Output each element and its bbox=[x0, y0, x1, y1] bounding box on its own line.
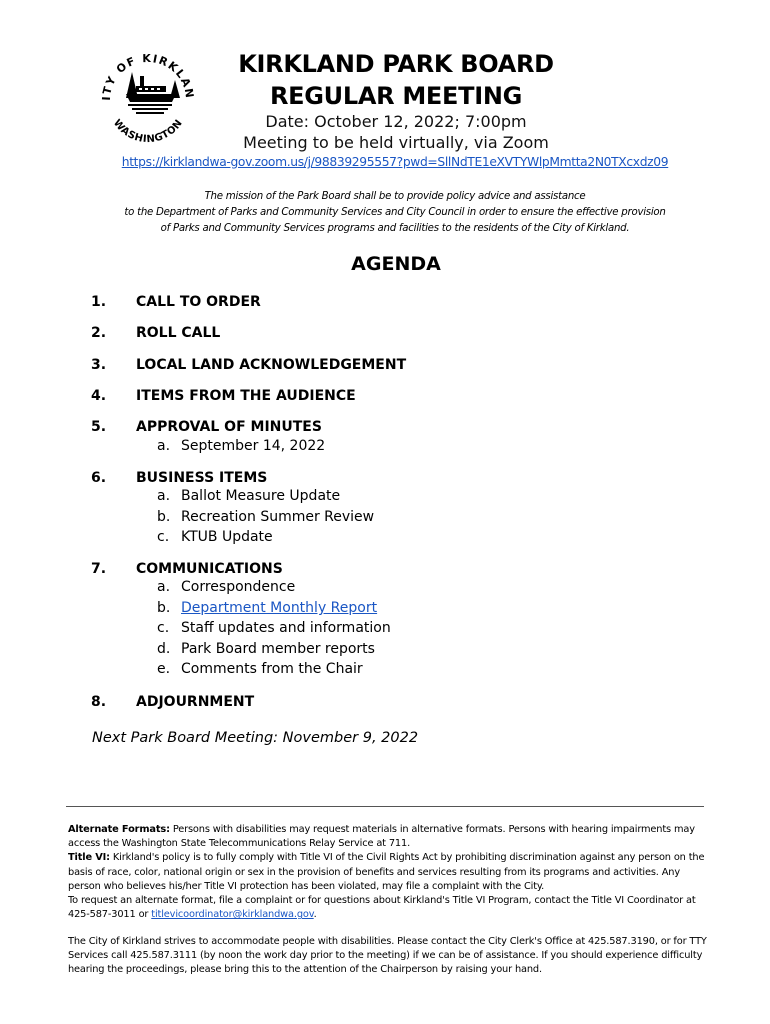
agenda-item-number: 2. bbox=[91, 325, 107, 341]
agenda-subitem bbox=[157, 620, 391, 636]
period: . bbox=[313, 909, 317, 921]
alt-formats-label: Alternate Formats: bbox=[68, 824, 170, 835]
subitem-text: KTUB Update bbox=[181, 529, 273, 545]
subitem-letter: c. bbox=[157, 620, 170, 636]
subitem-text: Comments from the Chair bbox=[181, 661, 363, 677]
subitem-letter: e. bbox=[157, 661, 171, 677]
subitem-letter: b. bbox=[157, 600, 171, 616]
subitem-letter: b. bbox=[157, 509, 171, 525]
agenda-item-label: CALL TO ORDER bbox=[136, 294, 261, 310]
title-vi-text: Kirkland's policy is to fully comply with Title VI of the Civil Rights Act by prohibiting discrimination against any person on the basis of race, color, national origin or sex in the provision of benefits and services resulting from its programs and activities. Any person who believes his/her Title VI protection has been violated, may file a complaint with the City. bbox=[68, 852, 705, 892]
agenda-item-number: 1. bbox=[91, 294, 107, 310]
agenda-item-label: BUSINESS ITEMS bbox=[136, 470, 268, 486]
city-seal-logo bbox=[96, 44, 200, 148]
agenda-item-label: ROLL CALL bbox=[136, 325, 221, 341]
svg-text:WASHINGTON: WASHINGTON bbox=[110, 117, 186, 146]
zoom-meeting-link[interactable]: https://kirklandwa-gov.zoom.us/j/98839295557?pwd=SllNdTE1eXVTYWlpMmtta2N0TXcxdz09 bbox=[121, 155, 669, 169]
subitem-letter: a. bbox=[157, 579, 171, 595]
agenda-subitem bbox=[157, 641, 375, 657]
agenda-item-number: 8. bbox=[91, 694, 107, 710]
mission-line: The mission of the Park Board shall be to provide policy advice and assistance bbox=[204, 191, 586, 202]
agenda-item-label: COMMUNICATIONS bbox=[136, 561, 283, 577]
footer-divider bbox=[66, 806, 704, 807]
meeting-title-line2: REGULAR MEETING bbox=[269, 82, 523, 110]
agenda-item-number: 5. bbox=[91, 419, 107, 435]
agenda-subitem bbox=[157, 579, 295, 595]
agenda-subitem bbox=[157, 529, 273, 545]
alt-formats-text: Persons with disabilities may request materials in alternative formats. Persons with hearing impairments may access the Washington State Telecommunications Relay Service at 711. bbox=[68, 824, 695, 850]
meeting-date: Date: October 12, 2022; 7:00pm bbox=[265, 112, 527, 131]
agenda-subitem bbox=[157, 488, 340, 504]
subitem-letter: a. bbox=[157, 488, 171, 504]
subitem-letter: c. bbox=[157, 529, 170, 545]
agenda-subitem bbox=[157, 509, 374, 525]
agenda-item-label: APPROVAL OF MINUTES bbox=[136, 419, 322, 435]
subitem-text: Park Board member reports bbox=[181, 641, 375, 657]
title-vi-email-link[interactable]: titlevicoordinator@kirklandwa.gov bbox=[151, 909, 314, 921]
subitem-text: September 14, 2022 bbox=[181, 438, 326, 454]
subitem-text: Correspondence bbox=[181, 579, 296, 595]
request-text: To request an alternate format, file a complaint or for questions about Kirkland's Title VI Program, contact the Title VI Coordinator at 425-587-3011 or bbox=[68, 895, 696, 921]
mission-line: to the Department of Parks and Community Services and City Council in order to ensure the effective provision bbox=[124, 207, 666, 218]
subitem-text: Ballot Measure Update bbox=[181, 488, 341, 504]
agenda-item-label: ITEMS FROM THE AUDIENCE bbox=[136, 388, 356, 404]
agenda-item-number: 3. bbox=[91, 357, 107, 373]
svg-text:CITY OF KIRKLAND: ITY OF KIRKLAN bbox=[99, 51, 197, 101]
agenda-item-label: LOCAL LAND ACKNOWLEDGEMENT bbox=[136, 357, 407, 373]
agenda-item-number: 6. bbox=[91, 470, 107, 486]
meeting-title-line1: KIRKLAND PARK BOARD bbox=[238, 50, 554, 78]
subitem-text: Recreation Summer Review bbox=[181, 509, 375, 525]
ada-notice: The City of Kirkland strives to accommodate people with disabilities. Please contact the City Clerk's Office at 425.587.3190, or for TTY Services call 425.587.3111 (by noon the work day prior to the meeting) if we can be of assistance. If you should experience difficulty hearing the proceedings, please bring this to the attention of the Chairperson by raising your hand. bbox=[68, 936, 707, 976]
agenda-item-number: 4. bbox=[91, 388, 107, 404]
agenda-subitem bbox=[157, 438, 325, 454]
title-vi-label: Title VI: bbox=[68, 852, 110, 864]
meeting-venue: Meeting to be held virtually, via Zoom bbox=[243, 133, 549, 152]
agenda-subitem bbox=[157, 661, 363, 677]
subitem-letter: a. bbox=[157, 438, 171, 454]
mission-line: of Parks and Community Services programs and facilities to the residents of the City of Kirkland. bbox=[160, 223, 630, 234]
agenda-item-label: ADJOURNMENT bbox=[136, 694, 255, 710]
subitem-letter: d. bbox=[157, 641, 171, 657]
mission-statement bbox=[60, 189, 730, 237]
footer-notice bbox=[68, 823, 708, 922]
department-monthly-report-link[interactable]: Department Monthly Report bbox=[181, 600, 378, 616]
agenda-item-number: 7. bbox=[91, 561, 107, 577]
agenda-heading: AGENDA bbox=[351, 253, 441, 275]
agenda-subitem bbox=[157, 600, 377, 616]
subitem-text: Staff updates and information bbox=[181, 620, 391, 636]
next-meeting-note: Next Park Board Meeting: November 9, 2022 bbox=[92, 730, 419, 746]
